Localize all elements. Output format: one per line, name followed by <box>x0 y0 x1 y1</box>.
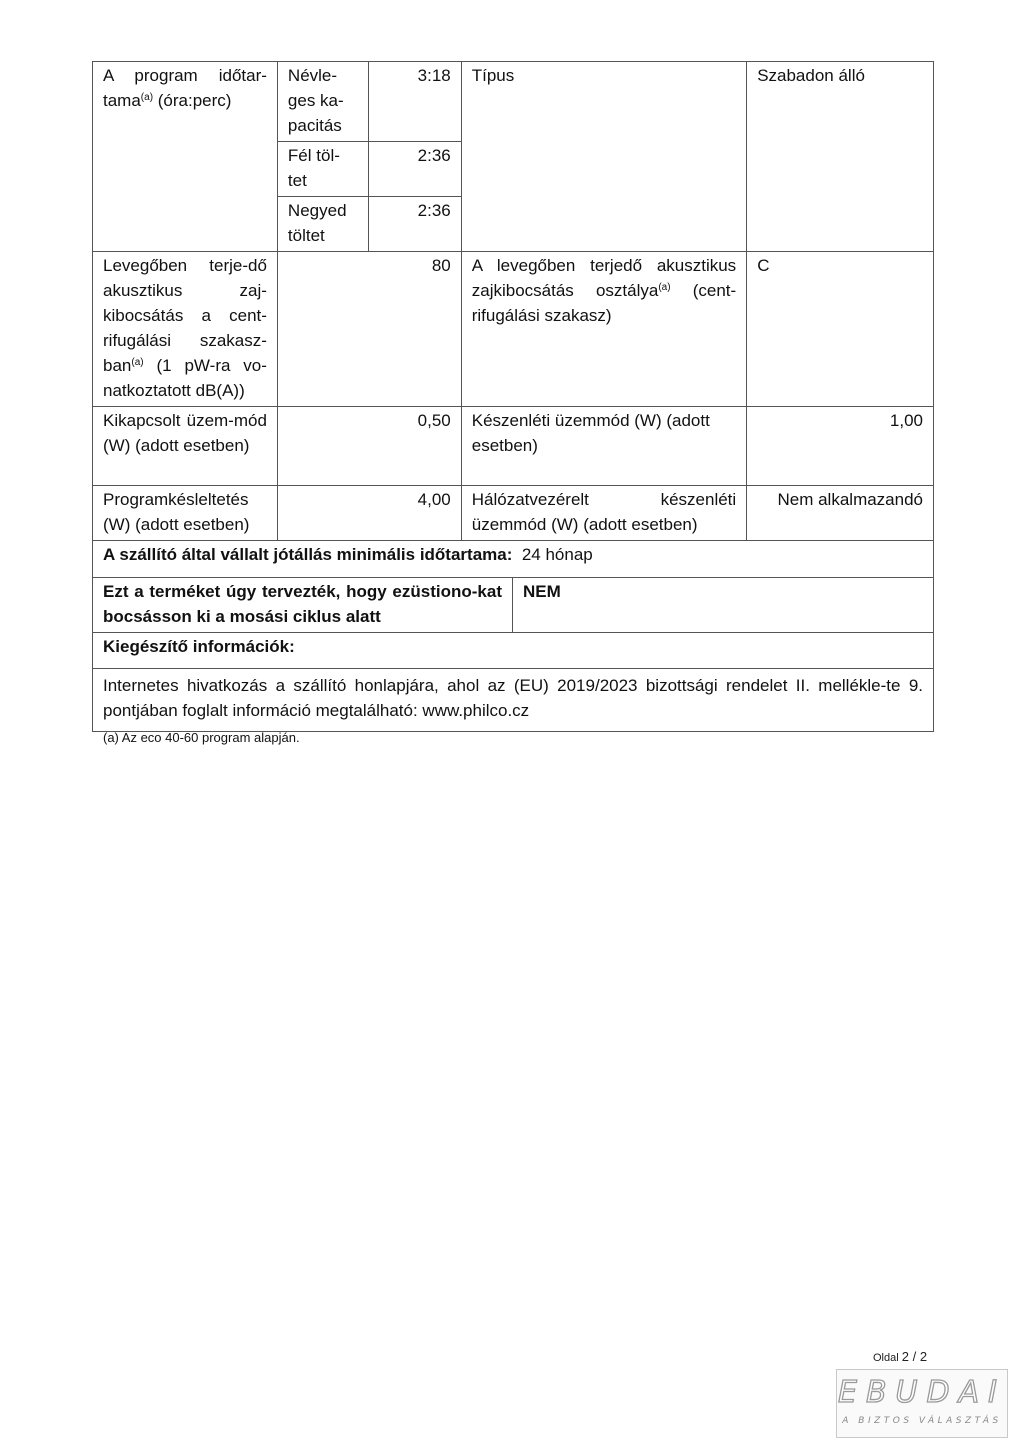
page-count: 2 / 2 <box>901 1349 928 1364</box>
networked-standby-value: Nem alkalmazandó <box>747 486 934 541</box>
program-duration-label: A program időtar-tama$^{(a)}$ (óra:perc) <box>93 62 278 252</box>
warranty-row <box>93 541 934 578</box>
type-value: Szabadon álló <box>747 62 934 252</box>
warranty-label: A szállító által vállalt jótállás minimális időtartama: <box>103 545 513 564</box>
ebudai-logo <box>836 1369 1008 1438</box>
product-info-table <box>92 61 934 732</box>
additional-info-text: Internetes hivatkozás a szállító honlapjára, ahol az (EU) 2019/2023 bizottsági rendelet II. mellékle-te 9. pontjában foglalt információ megtalálható: www.philco.cz <box>93 669 934 732</box>
noise-emission-label: Levegőben terje-dő akusztikus zaj-kibocsátás a cent-rifugálási szakasz-ban$^{(a)}$ (1 pW-ra vo-natkoztatott dB(A)) <box>93 252 278 407</box>
duration-half-load-label: Fél töl-tet <box>277 142 368 197</box>
type-label: Típus <box>461 62 746 252</box>
duration-half-load-value: 2:36 <box>368 142 461 197</box>
duration-quarter-load-label: Negyed töltet <box>277 197 368 252</box>
delay-start-value: 4,00 <box>277 486 461 541</box>
off-mode-value: 0,50 <box>277 407 461 486</box>
noise-class-label: A levegőben terjedő akusztikus zajkibocsátás osztálya$^{(a)}$ (cent-rifugálási szakasz) <box>461 252 746 407</box>
logo-tagline: A BIZTOS VÁLASZTÁS <box>842 1416 1002 1426</box>
silver-ions-value: NEM <box>523 582 561 601</box>
duration-rated-capacity-label: Névle-ges ka-pacitás <box>277 62 368 142</box>
noise-emission-value: 80 <box>277 252 461 407</box>
page-number <box>873 1349 927 1364</box>
silver-ions-label: Ezt a terméket úgy tervezték, hogy ezüstiono-kat bocsásson ki a mosási ciklus alatt <box>93 578 513 632</box>
noise-class-value: C <box>747 252 934 407</box>
footnote: (a) Az eco 40-60 program alapján. <box>103 730 300 745</box>
off-mode-label: Kikapcsolt üzem-mód (W) (adott esetben) <box>93 407 278 486</box>
page-label: Oldal <box>873 1352 899 1364</box>
standby-mode-value: 1,00 <box>747 407 934 486</box>
standby-mode-label: Készenléti üzemmód (W) (adott esetben) <box>461 407 746 486</box>
delay-start-label: Programkésleltetés (W) (adott esetben) <box>93 486 278 541</box>
warranty-value: 24 hónap <box>521 545 593 564</box>
additional-info-heading: Kiegészítő információk: <box>93 633 934 669</box>
logo-wordmark: EBUDAI <box>838 1375 1006 1410</box>
networked-standby-label: Hálózatvezérelt készenléti üzemmód (W) (adott esetben) <box>461 486 746 541</box>
duration-rated-capacity-value: 3:18 <box>368 62 461 142</box>
duration-quarter-load-value: 2:36 <box>368 197 461 252</box>
